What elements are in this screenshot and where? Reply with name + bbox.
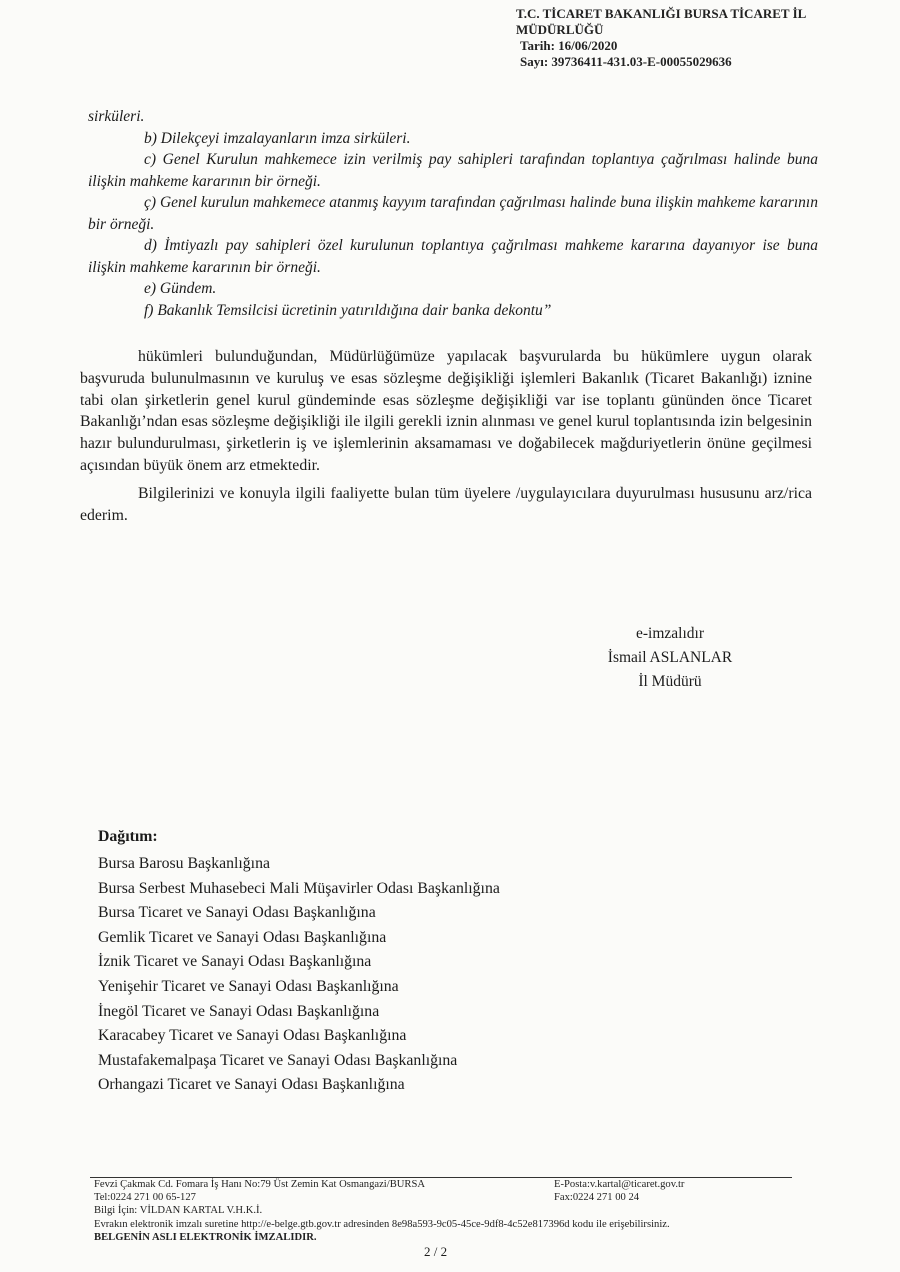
distribution-item: Yenişehir Ticaret ve Sanayi Odası Başkanlığına: [98, 977, 399, 995]
distribution-items: [98, 852, 500, 1098]
footer-email: E-Posta:v.kartal@ticaret.gov.tr: [554, 1179, 685, 1190]
quoted-item-cc: ç) Genel kurulun mahkemece atanmış kayyım tarafından çağrılması halinde buna ilişkin mahkeme kararının bir örneği.: [88, 194, 818, 233]
signature-block: [580, 622, 760, 694]
distribution-item: İznik Ticaret ve Sanayi Odası Başkanlığına: [98, 953, 372, 971]
document-header: [516, 6, 806, 70]
footer-verification-note: Evrakın elektronik imzalı suretine http://e-belge.gtb.gov.tr adresinden 8e98a593-9c05-45ce-9df8-4c52e817396d kodu ile erişebilirsiniz.: [94, 1218, 670, 1230]
document-body: [80, 346, 812, 532]
quoted-item-a-end: sirküleri.: [88, 108, 145, 125]
quoted-item-e: e) Gündem.: [144, 280, 217, 297]
quoted-item-c: c) Genel Kurulun mahkemece izin verilmiş pay sahipleri tarafından toplantıya çağrılması halinde buna ilişkin mahkeme kararının bir örneği.: [88, 151, 818, 190]
distribution-item: Bursa Serbest Muhasebeci Mali Müşavirler Odası Başkanlığına: [98, 879, 500, 897]
document-number: Sayı: 39736411-431.03-E-00055029636: [520, 54, 732, 69]
quoted-item-d: d) İmtiyazlı pay sahipleri özel kurulunun toplantıya çağrılması mahkeme kararına dayanıyor ise buna ilişkin mahkeme kararının bir örneği.: [88, 237, 818, 276]
distribution-item: Bursa Ticaret ve Sanayi Odası Başkanlığına: [98, 904, 376, 922]
institution-name-line2: MÜDÜRLÜĞÜ: [516, 22, 604, 37]
footer-phone: Tel:0224 271 00 65-127: [94, 1192, 196, 1204]
distribution-title: Dağıtım:: [98, 828, 158, 845]
quoted-item-b: b) Dilekçeyi imzalayanların imza sirküleri.: [144, 129, 411, 147]
distribution-list: [98, 826, 500, 1098]
footer-fax: Fax:0224 271 00 24: [554, 1192, 640, 1204]
footer-contact-right: [554, 1178, 684, 1204]
page-number: 2 / 2: [424, 1244, 448, 1259]
document-footer: [94, 1178, 824, 1244]
distribution-item: İnegöl Ticaret ve Sanayi Odası Başkanlığına: [98, 1002, 380, 1020]
signature-status: e-imzalıdır: [636, 625, 704, 642]
distribution-item: Orhangazi Ticaret ve Sanayi Odası Başkanlığına: [98, 1076, 405, 1094]
body-paragraph-1: hükümleri bulunduğundan, Müdürlüğümüze yapılacak başvurularda bu hükümlere uygun olarak başvuruda bulunulmasının ve kuruluş ve esas sözleşme değişikliği işlemleri Bakanlık (Ticaret Bakanlığı) iznine tabi olan şirketlerin genel kurul gündeminde esas sözleşme değişikliği var ise toplantı gününden önce Ticaret Bakanlığı’ndan esas sözleşme değişikliği ile ilgili gerekli iznin alınması ve genel kurul toplantısında izin belgesinin hazır bulundurulması, şirketlerin iş ve işlemlerinin aksamaması ve doğabilecek mağduriyetlerin önüne geçilmesi açısından büyük önem arz etmektedir.: [80, 348, 812, 474]
footer-contact-left: [94, 1178, 534, 1218]
distribution-item: Mustafakemalpaşa Ticaret ve Sanayi Odası Başkanlığına: [98, 1051, 458, 1069]
signer-name: İsmail ASLANLAR: [607, 649, 733, 666]
distribution-item: Gemlik Ticaret ve Sanayi Odası Başkanlığına: [98, 928, 387, 946]
distribution-item: Karacabey Ticaret ve Sanayi Odası Başkanlığına: [98, 1027, 407, 1045]
institution-name-line1: T.C. TİCARET BAKANLIĞI BURSA TİCARET İL: [516, 6, 807, 21]
document-date: Tarih: 16/06/2020: [520, 38, 618, 53]
footer-original-note: BELGENİN ASLI ELEKTRONİK İMZALIDIR.: [94, 1231, 317, 1243]
body-paragraph-2: Bilgilerinizi ve konuyla ilgili faaliyette bulan tüm üyelere /uygulayıcılara duyurulması hususunu arz/rica ederim.: [80, 484, 812, 524]
signer-title: İl Müdürü: [638, 673, 702, 690]
quoted-requirements-list: [88, 106, 818, 321]
footer-address: Fevzi Çakmak Cd. Fomara İş Hanı No:79 Üst Zemin Kat Osmangazi/BURSA: [94, 1179, 426, 1190]
footer-info-contact: Bilgi İçin: VİLDAN KARTAL V.H.K.İ.: [94, 1205, 263, 1217]
distribution-item: Bursa Barosu Başkanlığına: [98, 855, 270, 872]
quoted-item-f: f) Bakanlık Temsilcisi ücretinin yatırıldığına dair banka dekontu”: [144, 301, 552, 319]
